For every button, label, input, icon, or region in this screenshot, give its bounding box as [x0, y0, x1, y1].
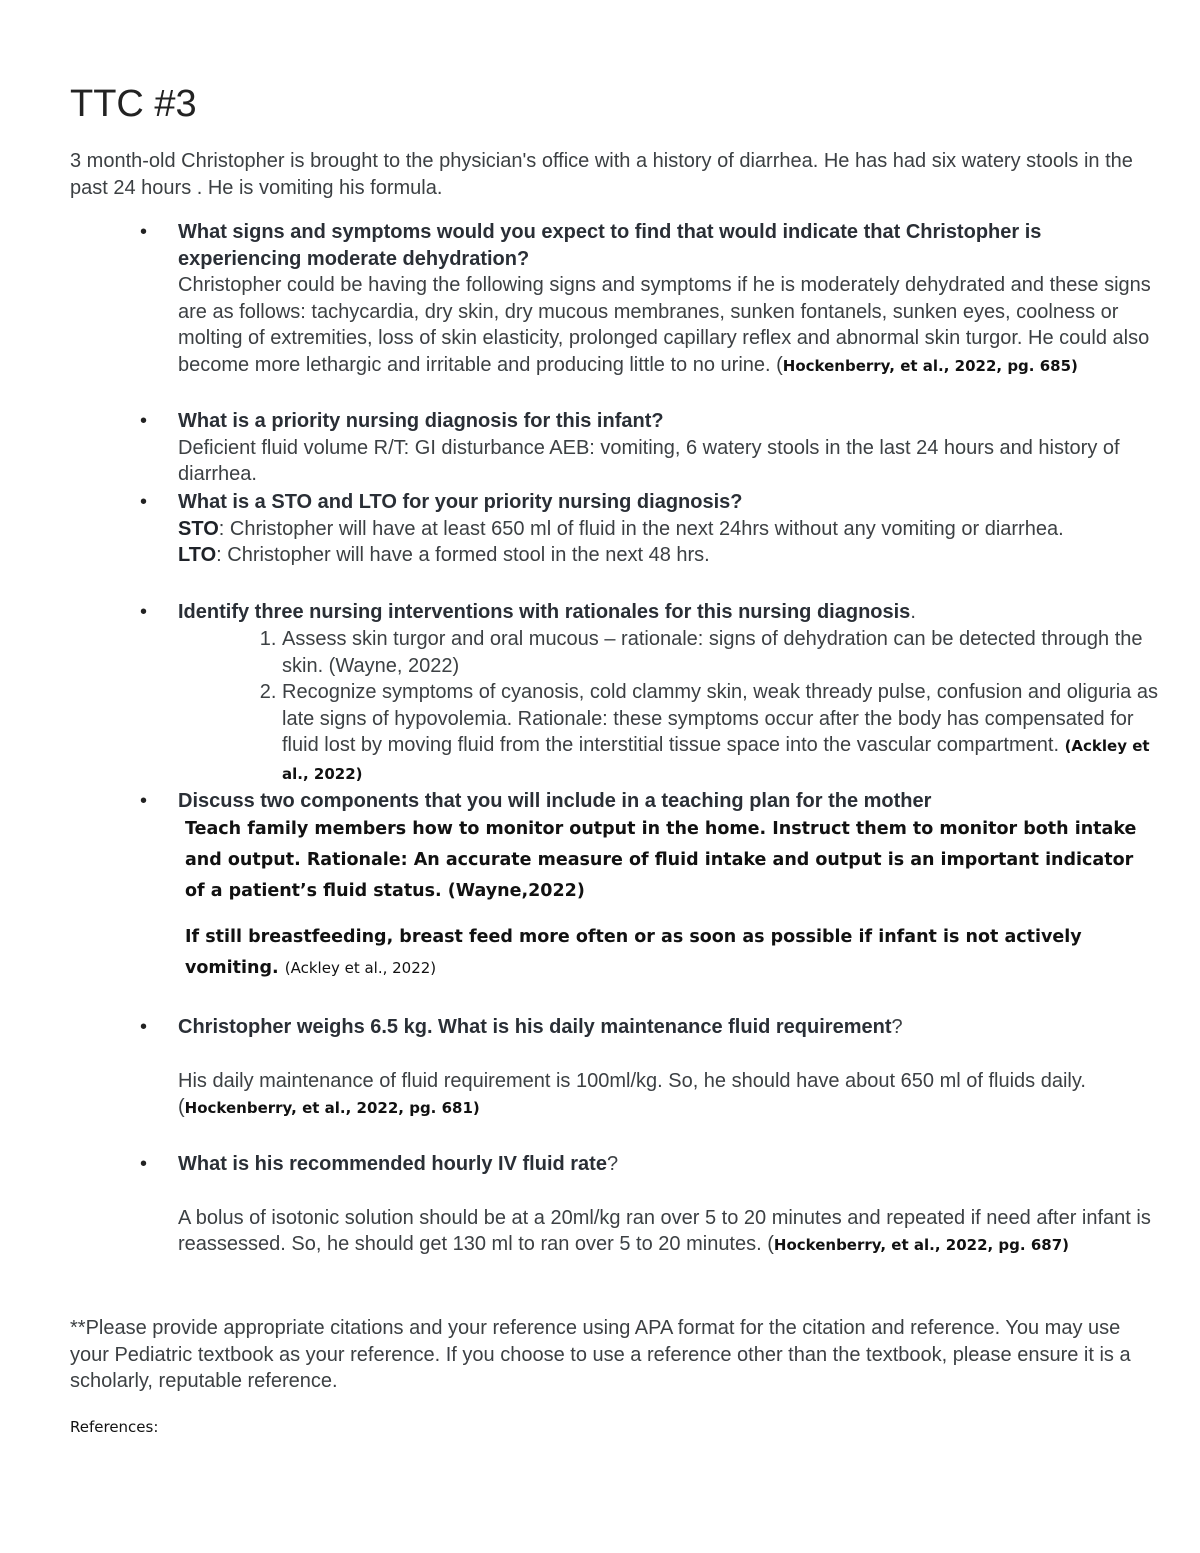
question-1-answer-text: Christopher could be having the following signs and symptoms if he is moderately dehydrated and these signs are as follows: tachycardia, dry skin, dry mucous membranes, sunken fontanels, sunken eyes, coolness or molting of extremities, loss of skin elasticity, prolonged capillary reflex and abnormal skin turgor. He could also become more lethargic and irritable and producing little to no urine. ( — [178, 274, 1151, 376]
teaching-para-1: Teach family members how to monitor output in the home. Instruct them to monitor both intake and output. Rationale: An accurate measure of fluid intake and output is an important indicator of a patient’s fluid status. (Wayne,2022) — [185, 819, 1137, 901]
page-title: TTC #3 — [70, 83, 197, 125]
question-6-heading-line — [178, 1014, 1153, 1041]
question-1-answer — [178, 272, 1153, 379]
sto-line — [178, 516, 1153, 543]
case-intro: 3 month-old Christopher is brought to the physician's office with a history of diarrhea. He has had six watery stools in the past 24 hours . He is vomiting his formula. — [70, 150, 1133, 199]
question-6-answer — [178, 1068, 1153, 1122]
intervention-1-text: Assess skin turgor and oral mucous – rationale: signs of dehydration can be detected through the skin. (Wayne, 2022) — [282, 628, 1143, 677]
bullet-q1: • — [140, 221, 148, 243]
question-4-heading-end: . — [910, 601, 916, 623]
question-1-heading: What signs and symptoms would you expect to find that would indicate that Christopher is experiencing moderate dehydration? — [178, 221, 1042, 270]
question-7-answer — [178, 1205, 1153, 1259]
intervention-item-1 — [282, 626, 1162, 679]
question-2-heading: What is a priority nursing diagnosis for this infant? — [178, 410, 664, 432]
question-4-heading-line — [178, 599, 1153, 626]
question-3-heading: What is a STO and LTO for your priority nursing diagnosis? — [178, 491, 743, 513]
teaching-para-2-text: If still breastfeeding, breast feed more often or as soon as possible if infant is not actively vomiting. — [185, 927, 1082, 978]
sto-label: STO — [178, 517, 219, 540]
question-6-heading: Christopher weighs 6.5 kg. What is his daily maintenance fluid requirement — [178, 1016, 892, 1038]
question-1 — [178, 219, 1153, 379]
references-label: References: — [70, 1418, 159, 1436]
question-7-heading-end: ? — [606, 1153, 619, 1175]
lto-label: LTO — [178, 544, 217, 566]
intervention-2-text: Recognize symptoms of cyanosis, cold clammy skin, weak thready pulse, confusion and oliguria as late signs of hypovolemia. Rationale: these symptoms occur after the body has compensated for fluid lost by moving fluid from the interstitial tissue space into the vascular compartment. — [282, 681, 1158, 756]
bullet-q5: • — [140, 790, 148, 812]
lto-text: : Christopher will have a formed stool in the next 48 hrs. — [216, 544, 710, 566]
bullet-q2: • — [140, 410, 148, 432]
question-6-citation: Hockenberry, et al., 2022, pg. 681) — [184, 1099, 480, 1117]
bullet-q6: • — [140, 1016, 148, 1038]
question-7-heading: What is his recommended hourly IV fluid rate — [178, 1153, 607, 1175]
teaching-para-2 — [185, 922, 1145, 984]
question-7 — [178, 1151, 1153, 1259]
lto-line — [178, 542, 1153, 569]
bullet-q7: • — [140, 1153, 148, 1175]
question-2 — [178, 408, 1153, 488]
intervention-item-2 — [282, 679, 1162, 787]
apa-instructions: **Please provide appropriate citations and your reference using APA format for the citation and reference. You may use your Pediatric textbook as your reference. If you choose to use a reference other than the textbook, please ensure it is a scholarly, reputable reference. — [70, 1317, 1131, 1392]
question-7-heading-line — [178, 1151, 1153, 1178]
interventions-list — [244, 626, 1162, 787]
question-2-answer: Deficient fluid volume R/T: GI disturbance AEB: vomiting, 6 watery stools in the last 24 hours and history of diarrhea. — [178, 436, 1120, 485]
question-4-heading: Identify three nursing interventions with rationales for this nursing diagnosis — [178, 601, 911, 623]
question-6-heading-end: ? — [891, 1016, 903, 1038]
question-5-heading: Discuss two components that you will include in a teaching plan for the mother — [178, 790, 932, 812]
question-5 — [178, 788, 1153, 815]
question-1-citation: Hockenberry, et al., 2022, pg. 685) — [782, 356, 1078, 375]
question-7-citation: Hockenberry, et al., 2022, pg. 687) — [773, 1236, 1069, 1254]
question-3 — [178, 489, 1153, 569]
question-4 — [178, 599, 1153, 626]
intervention-2-citation: (Ackley et al., 2022) — [282, 737, 1150, 783]
question-6-answer-text: His daily maintenance of fluid requirement is 100ml/kg. So, he should have about 650 ml of fluids daily. ( — [178, 1069, 1086, 1118]
question-6 — [178, 1014, 1153, 1122]
sto-text: : Christopher will have at least 650 ml of fluid in the next 24hrs without any vomiting or diarrhea. — [218, 517, 1064, 540]
teaching-para-2-citation: (Ackley et al., 2022) — [284, 959, 437, 977]
bullet-q4: • — [140, 601, 148, 623]
question-7-answer-text: A bolus of isotonic solution should be at a 20ml/kg ran over 5 to 20 minutes and repeated if need after infant is reassessed. So, he should get 130 ml to ran over 5 to 20 minutes. ( — [178, 1206, 1151, 1255]
bullet-q3: • — [140, 491, 148, 513]
